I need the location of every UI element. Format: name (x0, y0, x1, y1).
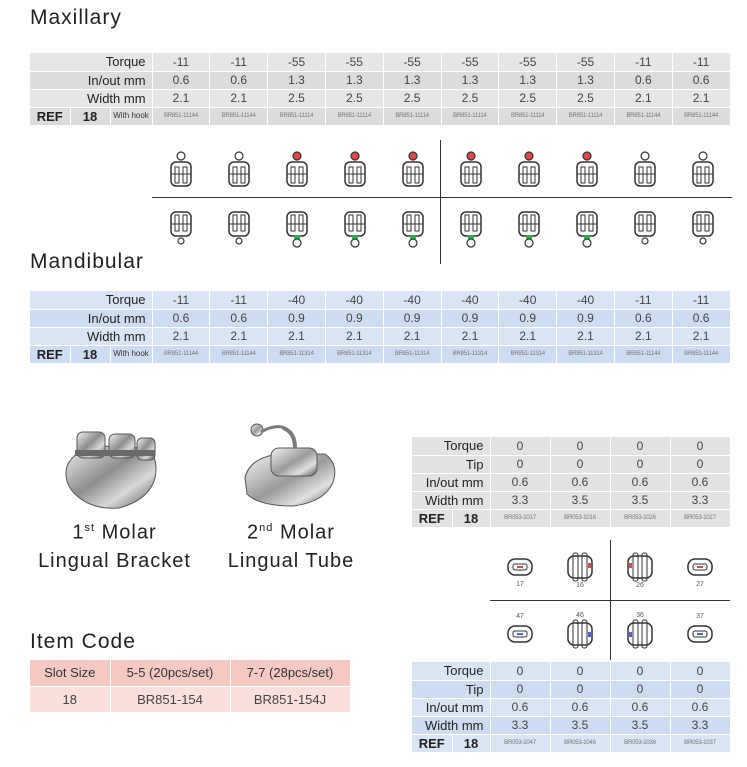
ref-slot: 18 (452, 509, 490, 527)
table-header-cell: Slot Size (30, 660, 110, 686)
ref-slot: 18 (70, 107, 110, 125)
bracket-diagram-icon (631, 208, 659, 248)
bracket-diagram-icon (399, 208, 427, 248)
table-cell: 0.6 (670, 698, 730, 716)
ref-code: BR851-11314 (557, 345, 615, 363)
table-cell: 0.9 (499, 309, 557, 327)
ref-code: BR053-1047 (490, 734, 550, 752)
table-cell: 0.6 (210, 309, 268, 327)
bracket-diagram-icon (341, 208, 369, 248)
bracket-diagram-icon (167, 150, 195, 190)
ref-label: REF (30, 345, 70, 363)
lower-bracket-cell (616, 208, 674, 248)
table-row (30, 291, 730, 309)
table-cell: 0.6 (614, 309, 672, 327)
table-cell: 2.5 (325, 89, 383, 107)
ref-code: BR053-1026 (610, 509, 670, 527)
table-cell: 0 (670, 662, 730, 680)
table-row (30, 686, 350, 712)
bracket-diagram-icon (457, 150, 485, 190)
width-label: Width mm (412, 491, 490, 509)
bracket-diagram-icon (341, 150, 369, 190)
table-row (30, 89, 730, 107)
tube-molar-word: Molar (273, 521, 335, 544)
table-cell: 0 (610, 680, 670, 698)
table-cell: 2.5 (268, 89, 326, 107)
molar-cell-upper (610, 540, 670, 600)
tooth-number: 26 (636, 581, 644, 589)
ref-code: BR851-11114 (268, 107, 326, 125)
table-cell: 1.3 (441, 71, 499, 89)
hook-label: With hook (110, 107, 152, 125)
inout-label: In/out mm (30, 309, 152, 327)
table-cell: -55 (557, 53, 615, 71)
lower-bracket-diagram-row (152, 208, 732, 248)
table-cell: 2.1 (268, 327, 326, 345)
table-row (30, 71, 730, 89)
table-cell: 0 (610, 455, 670, 473)
bracket-ordinal-suffix: st (84, 522, 96, 534)
molar-cell-lower (670, 600, 730, 660)
upper-bracket-cell (384, 150, 442, 190)
table-cell: 3.5 (610, 491, 670, 509)
table-row (412, 437, 730, 455)
ref-code: BR053-1027 (670, 509, 730, 527)
table-cell: 0 (550, 680, 610, 698)
mandibular-spec-table (30, 291, 731, 364)
ref-code: BR851-11144 (210, 345, 268, 363)
table-cell: 0 (490, 680, 550, 698)
table-cell: 2.1 (557, 327, 615, 345)
table-row (30, 53, 730, 71)
molar-cell-lower (550, 600, 610, 660)
table-header-cell: 5-5 (20pcs/set) (110, 660, 230, 686)
table-cell: 0 (610, 662, 670, 680)
bracket-diagram-icon (457, 208, 485, 248)
molar-bracket-icon (624, 552, 656, 582)
table-cell: 2.1 (210, 327, 268, 345)
width-label: Width mm (412, 716, 490, 734)
table-cell: 0.6 (610, 473, 670, 491)
bracket-diagram-icon (573, 150, 601, 190)
table-cell: 3.5 (550, 491, 610, 509)
bracket-diagram-icon (689, 150, 717, 190)
table-cell: 2.1 (383, 327, 441, 345)
table-cell: 0.6 (614, 71, 672, 89)
table-cell: 3.5 (610, 716, 670, 734)
table-cell: 2.5 (499, 89, 557, 107)
table-cell: 0 (490, 455, 550, 473)
table-cell: 0.6 (610, 698, 670, 716)
table-row (30, 345, 730, 363)
table-cell: -40 (557, 291, 615, 309)
table-cell: 1.3 (325, 71, 383, 89)
table-cell: 2.1 (614, 89, 672, 107)
torque-label: Torque (412, 662, 490, 680)
bracket-diagram-icon (515, 208, 543, 248)
upper-bracket-cell (210, 150, 268, 190)
ref-code: BR851-11144 (614, 345, 672, 363)
upper-bracket-cell (500, 150, 558, 190)
ref-label: REF (30, 107, 70, 125)
lower-bracket-cell (152, 208, 210, 248)
table-cell: 2.1 (614, 327, 672, 345)
lower-bracket-cell (500, 208, 558, 248)
molar-position-diagram (490, 540, 730, 660)
upper-bracket-cell (674, 150, 732, 190)
ref-code: BR053-1046 (550, 734, 610, 752)
table-cell: BR851-154 (110, 686, 230, 712)
bracket-diagram-icon (167, 208, 195, 248)
maxillary-spec-table (30, 53, 731, 126)
lower-bracket-cell (442, 208, 500, 248)
midline-divider-vertical (440, 140, 441, 264)
upper-bracket-cell (616, 150, 674, 190)
table-cell: -55 (383, 53, 441, 71)
table-cell: 0 (490, 662, 550, 680)
table-cell: -11 (614, 291, 672, 309)
table-cell: 2.1 (672, 89, 730, 107)
table-cell: 0.9 (557, 309, 615, 327)
table-row (30, 107, 730, 125)
ref-code: BR851-11314 (499, 345, 557, 363)
molar-cell-upper (550, 540, 610, 600)
table-cell: -55 (441, 53, 499, 71)
table-cell: 2.1 (672, 327, 730, 345)
table-cell: 0.6 (672, 71, 730, 89)
upper-bracket-cell (326, 150, 384, 190)
ref-code: BR851-11314 (325, 345, 383, 363)
table-row (412, 473, 730, 491)
table-cell: 0 (670, 437, 730, 455)
table-cell: BR851-154J (230, 686, 350, 712)
ref-code: BR851-11144 (210, 107, 268, 125)
tooth-number: 36 (636, 611, 644, 619)
upper-bracket-cell (268, 150, 326, 190)
table-cell: 0.6 (670, 473, 730, 491)
lower-bracket-cell (326, 208, 384, 248)
bracket-molar-word: Molar (95, 521, 157, 544)
tooth-number: 47 (516, 612, 524, 620)
table-cell: 18 (30, 686, 110, 712)
table-row (412, 509, 730, 527)
bracket-diagram-icon (689, 208, 717, 248)
tube-product-name: Lingual Tube (227, 549, 355, 572)
molar-lingual-tube-image (235, 418, 345, 513)
table-cell: 2.5 (383, 89, 441, 107)
inout-label: In/out mm (30, 71, 152, 89)
table-cell: -55 (499, 53, 557, 71)
table-cell: 3.5 (550, 716, 610, 734)
molar-tube-icon (505, 620, 535, 648)
molar-tube-icon (685, 553, 715, 581)
table-cell: 0.9 (383, 309, 441, 327)
table-cell: 3.3 (490, 491, 550, 509)
table-row (412, 716, 730, 734)
ref-code: BR053-1037 (670, 734, 730, 752)
lower-bracket-cell (558, 208, 616, 248)
molar-bracket-icon (564, 552, 596, 582)
ref-code: BR851-11144 (672, 345, 730, 363)
molar-tube-icon (505, 553, 535, 581)
tooth-number: 27 (696, 580, 704, 588)
molar-bracket-icon (624, 619, 656, 649)
tube-ordinal-suffix: nd (259, 522, 274, 534)
table-cell: -11 (152, 53, 210, 71)
table-cell: -11 (152, 291, 210, 309)
maxillary-title: Maxillary (30, 6, 122, 29)
table-cell: 0.6 (152, 309, 210, 327)
table-cell: 2.1 (152, 327, 210, 345)
molar-lingual-bracket-image (55, 418, 165, 513)
table-cell: 0.6 (550, 698, 610, 716)
bracket-diagram-icon (225, 208, 253, 248)
table-cell: 2.5 (557, 89, 615, 107)
tip-label: Tip (412, 680, 490, 698)
tooth-number: 16 (576, 581, 584, 589)
bracket-product-name: Lingual Bracket (38, 549, 191, 572)
tip-label: Tip (412, 455, 490, 473)
bracket-diagram-icon (225, 150, 253, 190)
lower-bracket-cell (384, 208, 442, 248)
table-row (412, 734, 730, 752)
lower-bracket-cell (268, 208, 326, 248)
upper-bracket-cell (152, 150, 210, 190)
table-cell: 0.9 (441, 309, 499, 327)
width-label: Width mm (30, 327, 152, 345)
bracket-diagram-icon (283, 150, 311, 190)
table-cell: 0.6 (550, 473, 610, 491)
item-code-table (30, 660, 351, 713)
tube-ordinal-number: 2 (247, 521, 260, 544)
table-cell: -11 (210, 53, 268, 71)
ref-code: BR851-11114 (557, 107, 615, 125)
ref-code: BR851-11144 (672, 107, 730, 125)
table-cell: 0 (670, 680, 730, 698)
table-cell: -55 (268, 53, 326, 71)
table-row (30, 309, 730, 327)
table-cell: 0 (490, 437, 550, 455)
inout-label: In/out mm (412, 473, 490, 491)
table-cell: 1.3 (499, 71, 557, 89)
molar-tube-icon (685, 620, 715, 648)
torque-label: Torque (30, 291, 152, 309)
table-cell: -11 (672, 291, 730, 309)
upper-bracket-diagram-row (152, 150, 732, 190)
tooth-number: 37 (696, 612, 704, 620)
ref-code: BR851-11314 (383, 345, 441, 363)
bracket-diagram-icon (515, 150, 543, 190)
table-cell: -11 (672, 53, 730, 71)
bracket-diagram-icon (283, 208, 311, 248)
lower-bracket-cell (674, 208, 732, 248)
table-cell: 1.3 (557, 71, 615, 89)
table-cell: 2.1 (325, 327, 383, 345)
table-cell: 2.1 (499, 327, 557, 345)
hook-label: With hook (110, 345, 152, 363)
table-cell: -11 (614, 53, 672, 71)
table-cell: 0.9 (325, 309, 383, 327)
table-cell: -40 (325, 291, 383, 309)
table-cell: -40 (383, 291, 441, 309)
ref-slot: 18 (70, 345, 110, 363)
bracket-diagram-icon (399, 150, 427, 190)
table-cell: 0 (550, 437, 610, 455)
ref-code: BR851-11114 (325, 107, 383, 125)
ref-code: BR851-11144 (152, 345, 210, 363)
table-cell: 3.3 (670, 491, 730, 509)
bracket-ordinal-number: 1 (72, 521, 85, 544)
molar-bracket-icon (564, 619, 596, 649)
arch-divider-horizontal (152, 197, 732, 198)
table-cell: 0.6 (490, 473, 550, 491)
upper-bracket-cell (442, 150, 500, 190)
upper-molar-spec-table (412, 437, 731, 528)
lower-molar-spec-table (412, 662, 731, 753)
bracket-diagram-icon (631, 150, 659, 190)
width-label: Width mm (30, 89, 152, 107)
table-cell: -11 (210, 291, 268, 309)
table-cell: 0.6 (672, 309, 730, 327)
table-row (412, 455, 730, 473)
mandibular-title: Mandibular (30, 250, 144, 273)
upper-bracket-cell (558, 150, 616, 190)
torque-label: Torque (30, 53, 152, 71)
table-header-cell: 7-7 (28pcs/set) (230, 660, 350, 686)
table-cell: 1.3 (383, 71, 441, 89)
ref-code: BR851-11144 (614, 107, 672, 125)
table-row (30, 327, 730, 345)
table-cell: -40 (268, 291, 326, 309)
molar-cell-lower (610, 600, 670, 660)
table-cell: 0.6 (152, 71, 210, 89)
tooth-number: 46 (576, 611, 584, 619)
item-code-title: Item Code (30, 630, 136, 653)
table-cell: 2.1 (441, 327, 499, 345)
ref-code: BR851-11114 (441, 107, 499, 125)
ref-code: BR851-11114 (499, 107, 557, 125)
ref-label: REF (412, 509, 452, 527)
table-cell: 0 (610, 437, 670, 455)
table-cell: 0.9 (268, 309, 326, 327)
table-cell: 3.3 (670, 716, 730, 734)
table-cell: 2.1 (152, 89, 210, 107)
molar-cell-lower (490, 600, 550, 660)
ref-code: BR851-11144 (152, 107, 210, 125)
ref-slot: 18 (452, 734, 490, 752)
molar-cell-upper (670, 540, 730, 600)
ref-code: BR053-1036 (610, 734, 670, 752)
table-row (412, 491, 730, 509)
table-cell: 0 (670, 455, 730, 473)
table-cell: 0 (550, 662, 610, 680)
table-cell: 2.5 (441, 89, 499, 107)
molar-cell-upper (490, 540, 550, 600)
ref-code: BR851-11114 (383, 107, 441, 125)
lower-bracket-cell (210, 208, 268, 248)
table-cell: 2.1 (210, 89, 268, 107)
torque-label: Torque (412, 437, 490, 455)
table-row (412, 662, 730, 680)
table-cell: 1.3 (268, 71, 326, 89)
table-cell: -55 (325, 53, 383, 71)
table-row (412, 698, 730, 716)
ref-code: BR851-11314 (441, 345, 499, 363)
tube-product-label (220, 514, 362, 575)
table-cell: 0.6 (210, 71, 268, 89)
table-cell: -40 (499, 291, 557, 309)
table-cell: -40 (441, 291, 499, 309)
ref-label: REF (412, 734, 452, 752)
table-cell: 0.6 (490, 698, 550, 716)
table-row (412, 680, 730, 698)
tooth-number: 17 (516, 580, 524, 588)
bracket-product-label (32, 514, 197, 575)
ref-code: BR851-11314 (268, 345, 326, 363)
inout-label: In/out mm (412, 698, 490, 716)
ref-code: BR053-1016 (550, 509, 610, 527)
table-header-row (30, 660, 350, 686)
ref-code: BR053-1017 (490, 509, 550, 527)
table-cell: 0 (550, 455, 610, 473)
table-cell: 3.3 (490, 716, 550, 734)
bracket-diagram-icon (573, 208, 601, 248)
